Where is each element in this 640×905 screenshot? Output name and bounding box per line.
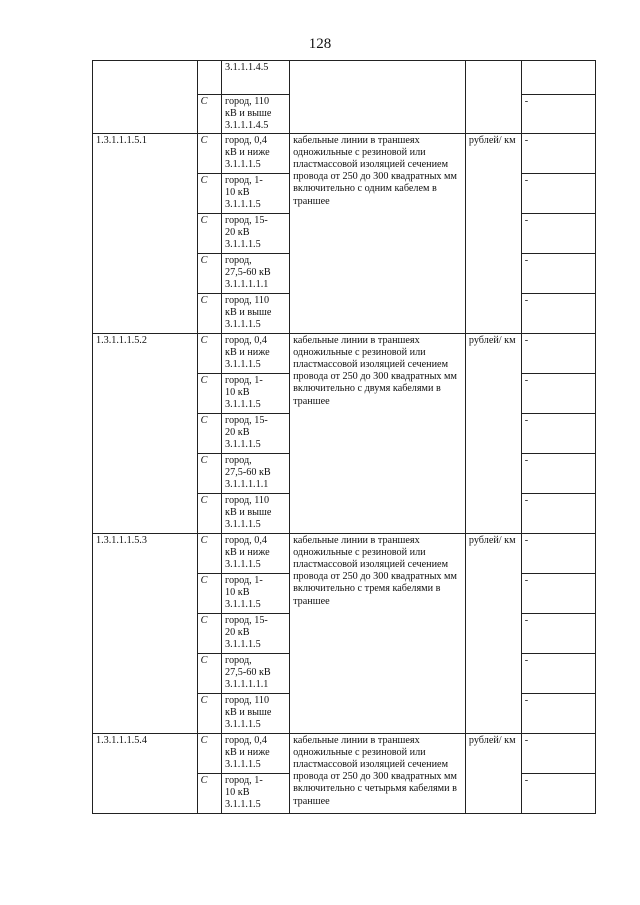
zone-line: кВ и ниже: [225, 346, 270, 358]
table-row: [93, 133, 596, 173]
zone-cell: [222, 533, 290, 573]
zone-cell: [222, 253, 290, 293]
zone-cell: [222, 61, 290, 95]
letter-cell: С: [197, 493, 221, 533]
tariff-table: [92, 60, 596, 814]
zone-line: кВ и ниже: [225, 546, 270, 558]
zone-line: 3.1.1.1.5: [225, 519, 261, 531]
zone-cell: [222, 573, 290, 613]
zone-cell: [222, 493, 290, 533]
letter-cell: С: [197, 733, 221, 773]
table-row: [93, 733, 596, 773]
zone-line: 20 кВ: [225, 226, 250, 238]
zone-line: город, 1-: [225, 774, 263, 786]
zone-cell: [222, 95, 290, 134]
value-cell: -: [521, 333, 595, 373]
zone-line: 3.1.1.1.5: [225, 639, 261, 651]
item-code: 1.3.1.1.1.5.4: [93, 733, 198, 813]
zone-cell: [222, 453, 290, 493]
zone-cell: [222, 693, 290, 733]
value-cell: -: [521, 173, 595, 213]
item-code: 1.3.1.1.1.5.1: [93, 133, 198, 333]
zone-line: 10 кВ: [225, 586, 250, 598]
zone-line: 10 кВ: [225, 186, 250, 198]
zone-cell: [222, 293, 290, 333]
letter-cell: [197, 61, 221, 95]
zone-line: город,: [225, 454, 252, 466]
zone-cell: [222, 653, 290, 693]
letter-cell: С: [197, 653, 221, 693]
letter-cell: С: [197, 213, 221, 253]
item-unit: рублей/ км: [465, 133, 521, 333]
value-cell: -: [521, 293, 595, 333]
value-cell: -: [521, 573, 595, 613]
zone-cell: [222, 333, 290, 373]
value-cell: -: [521, 133, 595, 173]
zone-line: кВ и ниже: [225, 146, 270, 158]
zone-cell: [222, 133, 290, 173]
zone-line: город,: [225, 654, 252, 666]
item-unit: рублей/ км: [465, 733, 521, 813]
zone-line: 27,5-60 кВ: [225, 466, 271, 478]
zone-line: город, 15-: [225, 614, 268, 626]
code-cell: [93, 61, 198, 134]
zone-line: кВ и выше: [225, 506, 272, 518]
zone-line: 3.1.1.1.5: [225, 719, 261, 731]
value-cell: -: [521, 453, 595, 493]
value-cell: -: [521, 693, 595, 733]
zone-line: 3.1.1.1.1.1: [225, 679, 269, 691]
zone-line: город, 110: [225, 694, 270, 706]
zone-line: 3.1.1.1.5: [225, 439, 261, 451]
value-cell: -: [521, 533, 595, 573]
zone-line: город, 0,4: [225, 734, 267, 746]
zone-line: город, 1-: [225, 574, 263, 586]
letter-cell: С: [197, 453, 221, 493]
letter-cell: С: [197, 613, 221, 653]
page-number: 128: [308, 36, 332, 52]
zone-line: 3.1.1.1.5: [225, 799, 261, 811]
zone-line: кВ и выше: [225, 306, 272, 318]
letter-cell: С: [197, 373, 221, 413]
zone-line: город, 0,4: [225, 334, 267, 346]
zone-line: город, 110: [225, 96, 270, 107]
letter-cell: С: [197, 333, 221, 373]
zone-line: город, 15-: [225, 214, 268, 226]
zone-line: 3.1.1.1.1.1: [225, 279, 269, 291]
letter-cell: С: [197, 133, 221, 173]
value-cell: -: [521, 613, 595, 653]
zone-line: город,: [225, 254, 252, 266]
item-description: кабельные линии в траншеях одножильные с резиновой или пластмассовой изоляцией сечением провода от 250 до 300 квадратных мм включительно с двумя кабелями в траншее: [290, 333, 466, 533]
zone-line: город, 0,4: [225, 134, 267, 146]
letter-cell: С: [197, 693, 221, 733]
zone-cell: [222, 773, 290, 813]
zone-line: 3.1.1.1.5: [225, 599, 261, 611]
zone-line: 10 кВ: [225, 786, 250, 798]
value-cell: -: [521, 653, 595, 693]
value-cell: -: [521, 413, 595, 453]
item-description: кабельные линии в траншеях одножильные с резиновой или пластмассовой изоляцией сечением провода от 250 до 300 квадратных мм включительно с четырьмя кабелями в траншее: [290, 733, 466, 813]
letter-cell: С: [197, 253, 221, 293]
letter-cell: С: [197, 173, 221, 213]
zone-line: город, 1-: [225, 174, 263, 186]
value-cell: -: [521, 773, 595, 813]
value-cell: -: [521, 253, 595, 293]
zone-line: 27,5-60 кВ: [225, 666, 271, 678]
zone-cell: [222, 373, 290, 413]
table-row: [93, 61, 596, 95]
value-cell: -: [521, 95, 595, 134]
zone-line: город, 15-: [225, 414, 268, 426]
letter-cell: С: [197, 413, 221, 453]
zone-line: 3.1.1.1.1.1: [225, 479, 269, 491]
value-cell: -: [521, 373, 595, 413]
value-cell: [521, 61, 595, 95]
item-unit: рублей/ км: [465, 533, 521, 733]
description-cell: [290, 61, 466, 134]
tariff-table-body: [93, 61, 596, 814]
item-description: кабельные линии в траншеях одножильные с резиновой или пластмассовой изоляцией сечением провода от 250 до 300 квадратных мм включительно с тремя кабелями в траншее: [290, 533, 466, 733]
table-row: [93, 533, 596, 573]
zone-line: 3.1.1.1.5: [225, 239, 261, 251]
zone-cell: [222, 173, 290, 213]
zone-line: город, 110: [225, 294, 270, 306]
zone-line: 3.1.1.1.5: [225, 759, 261, 771]
zone-cell: [222, 733, 290, 773]
zone-line: 3.1.1.1.5: [225, 399, 261, 411]
zone-line: 3.1.1.1.5: [225, 199, 261, 211]
zone-cell: [222, 213, 290, 253]
letter-cell: С: [197, 293, 221, 333]
unit-cell: [465, 61, 521, 134]
zone-cell: [222, 613, 290, 653]
zone-line: 3.1.1.1.5: [225, 159, 261, 171]
letter-cell: С: [197, 573, 221, 613]
letter-cell: С: [197, 95, 221, 134]
zone-line: город, 1-: [225, 374, 263, 386]
zone-line: 3.1.1.1.5: [225, 559, 261, 571]
table-row: [93, 333, 596, 373]
letter-cell: С: [197, 533, 221, 573]
zone-line: 27,5-60 кВ: [225, 266, 271, 278]
value-cell: -: [521, 213, 595, 253]
zone-line: кВ и выше: [225, 706, 272, 718]
zone-line: кВ и выше: [225, 108, 272, 120]
zone-line: 3.1.1.1.5: [225, 359, 261, 371]
letter-cell: С: [197, 773, 221, 813]
zone-line: город, 0,4: [225, 534, 267, 546]
zone-line: город, 110: [225, 494, 270, 506]
item-code: 1.3.1.1.1.5.2: [93, 333, 198, 533]
zone-cell: [222, 413, 290, 453]
zone-line: 20 кВ: [225, 426, 250, 438]
item-unit: рублей/ км: [465, 333, 521, 533]
zone-line: 3.1.1.1.4.5: [225, 120, 269, 132]
item-description: кабельные линии в траншеях одножильные с резиновой или пластмассовой изоляцией сечением провода от 250 до 300 квадратных мм включительно с одним кабелем в траншее: [290, 133, 466, 333]
value-cell: -: [521, 733, 595, 773]
value-cell: -: [521, 493, 595, 533]
zone-line: 10 кВ: [225, 386, 250, 398]
item-code: 1.3.1.1.1.5.3: [93, 533, 198, 733]
zone-line: кВ и ниже: [225, 746, 270, 758]
zone-line: 3.1.1.1.4.5: [225, 62, 269, 73]
zone-line: 20 кВ: [225, 626, 250, 638]
zone-line: 3.1.1.1.5: [225, 319, 261, 331]
